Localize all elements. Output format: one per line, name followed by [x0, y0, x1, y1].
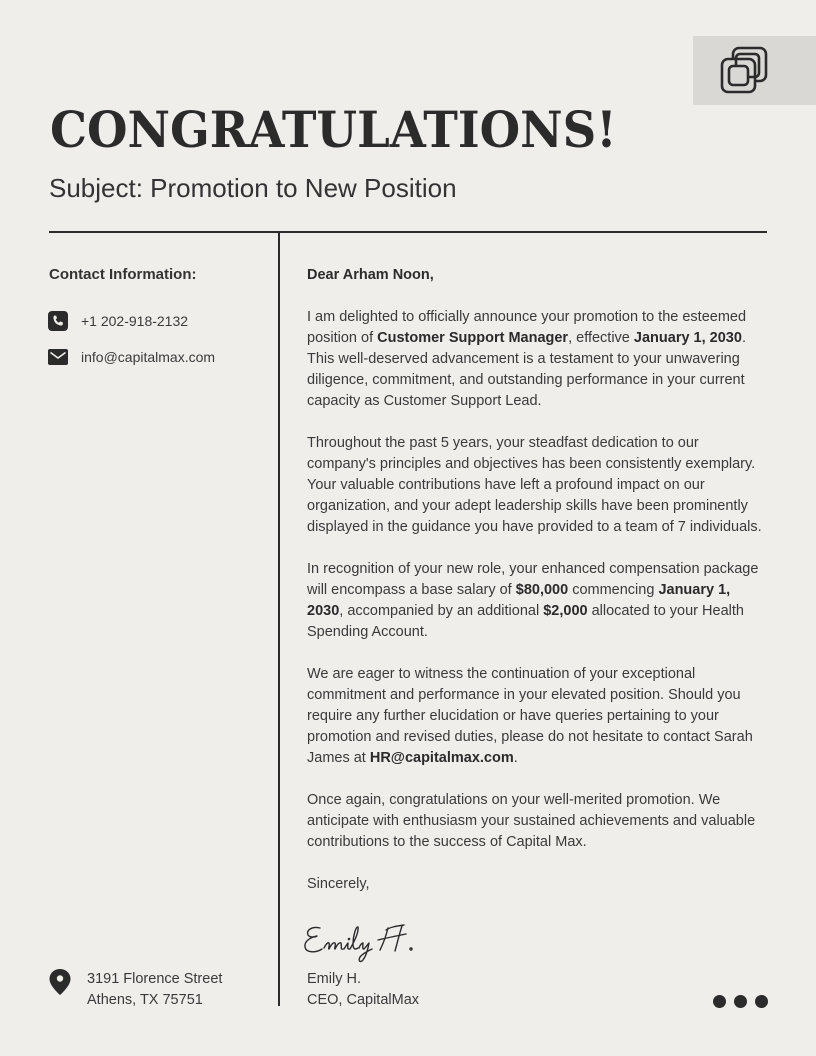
- paragraph-3: In recognition of your new role, your enhanced compensation package will encompass a base salary of $80,000 commencing January 1, 2030, accompanied by an additional $2,000 allocated to your Health Spending Account.: [307, 561, 759, 640]
- greeting: Dear Arham Noon,: [307, 267, 434, 283]
- signer-title: CEO, CapitalMax: [307, 992, 420, 1008]
- signer-name: Emily H.: [307, 971, 361, 987]
- address-line-2: Athens, TX 75751: [87, 992, 203, 1008]
- dot: [713, 995, 726, 1008]
- address-block: [48, 969, 222, 1011]
- contact-heading: Contact Information:: [49, 266, 197, 283]
- paragraph-2: Throughout the past 5 years, your steadfast dedication to our company's principles and objectives has been consistently exemplary. Your valuable contributions have left a profound impact on our organization, and your adept leadership skills have been prominently displayed in the guidance you have provided to a team of 7 individuals.: [307, 435, 762, 535]
- email-link[interactable]: info@capitalmax.com: [81, 349, 216, 365]
- horizontal-divider: [49, 231, 767, 233]
- letter-body: [307, 265, 767, 916]
- envelope-icon: [48, 347, 68, 367]
- vertical-divider: [278, 233, 280, 1006]
- hr-email[interactable]: HR@capitalmax.com: [369, 750, 514, 766]
- dot: [734, 995, 747, 1008]
- dot: [755, 995, 768, 1008]
- contact-email: [48, 347, 215, 367]
- logo-box: [693, 36, 816, 105]
- headline: CONGRATULATIONS!: [50, 100, 617, 159]
- signer-block: [307, 969, 419, 1011]
- phone-icon: [48, 311, 68, 331]
- subject-line: Subject: Promotion to New Position: [49, 173, 457, 203]
- signature: [302, 918, 432, 969]
- paragraph-5: Once again, congratulations on your well-merited promotion. We anticipate with enthusiasm your sustained achievements and valuable contributions to the success of Capital Max.: [307, 792, 756, 850]
- stacked-square-logo-icon: [720, 46, 768, 94]
- phone-link[interactable]: +1 202-918-2132: [81, 313, 189, 329]
- paragraph-4: We are eager to witness the continuation of your exceptional commitment and performance in your elevated position. Should you require any further elucidation or have queries pertaining to your promotion and revised duties, please do not hesitate to contact Sarah James at HR@capitalmax.com.: [307, 666, 753, 766]
- contact-phone: [48, 311, 188, 331]
- decorative-dots: [713, 995, 768, 1008]
- paragraph-1: I am delighted to officially announce your promotion to the esteemed position of Customer Support Manager, effective January 1, 2030. This well-deserved advancement is a testament to your unwavering diligence, commitment, and outstanding performance in your current capacity as Customer Support Lead.: [307, 309, 747, 409]
- location-pin-icon: [48, 968, 72, 996]
- closing: Sincerely,: [307, 876, 370, 892]
- address-line-1: 3191 Florence Street: [87, 971, 223, 987]
